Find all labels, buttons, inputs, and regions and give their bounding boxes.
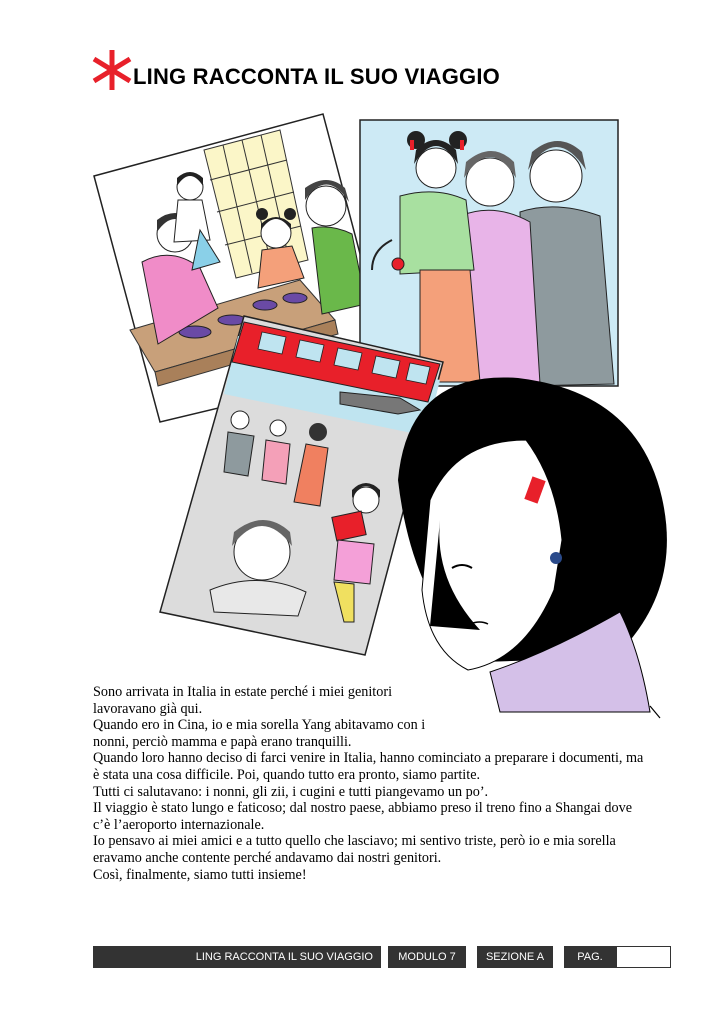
footer-module: MODULO 7: [388, 946, 466, 968]
story-line: Quando loro hanno deciso di farci venire in Italia, hanno cominciato a preparare i documenti, ma: [93, 750, 644, 767]
story-line: Il viaggio è stato lungo e faticoso; dal nostro paese, abbiamo preso il treno fino a Shangai dove: [93, 800, 632, 817]
story-line: Sono arrivata in Italia in estate perché i miei genitori: [93, 684, 393, 700]
story-text: [93, 684, 673, 883]
story-line: Tutti ci salutavano: i nonni, gli zii, i cugini e tutti piangevamo un po’.: [93, 783, 489, 800]
story-line: lavoravano già qui.: [93, 700, 203, 717]
story-line: è stata una cosa difficile. Poi, quando tutto era pronto, siamo partite.: [93, 766, 481, 783]
story-line: nonni, perciò mamma e papà erano tranquilli.: [93, 733, 352, 750]
story-line: eravamo anche contente perché andavamo dai nostri genitori.: [93, 849, 442, 866]
footer-title: [93, 946, 381, 968]
story-line: Quando ero in Cina, io e mia sorella Yang abitavamo con i: [93, 717, 426, 734]
footer-page-number: [616, 946, 671, 968]
page-footer: [93, 946, 671, 968]
page-title: LING RACCONTA IL SUO VIAGGIO: [133, 64, 500, 89]
story-line: Così, finalmente, siamo tutti insieme!: [93, 866, 307, 883]
family-illustration: [360, 120, 618, 386]
sad-girl-illustration: [398, 377, 667, 718]
footer-title-text: LING RACCONTA IL SUO VIAGGIO: [195, 951, 373, 963]
footer-section: SEZIONE A: [477, 946, 553, 968]
footer-page-label: PAG.: [564, 946, 616, 968]
story-line: c’è l’aeroporto internazionale.: [93, 816, 265, 833]
story-line: Io pensavo ai miei amici e a tutto quello che lasciavo; mi sentivo triste, però io e mia sorella: [93, 833, 616, 850]
